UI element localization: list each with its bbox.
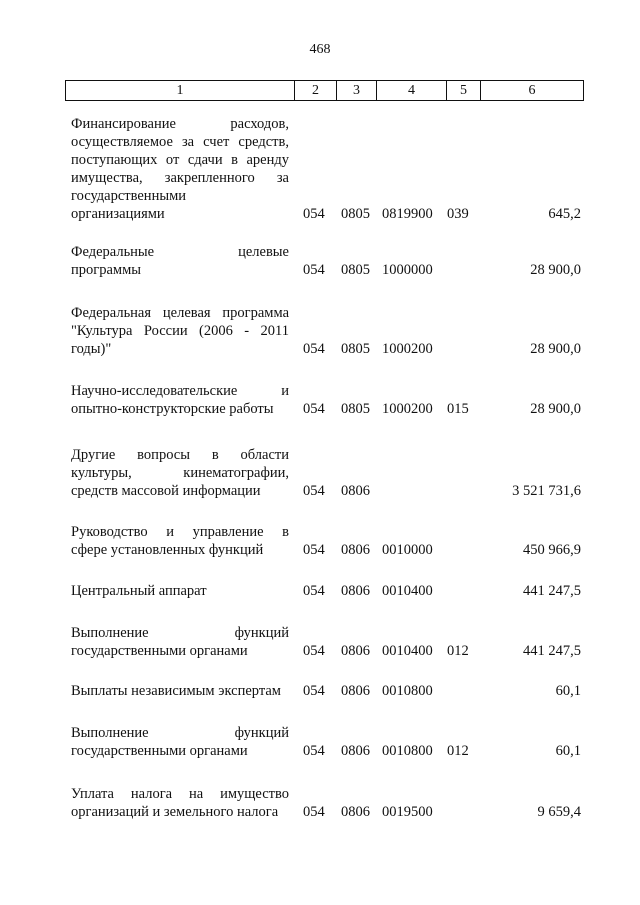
description-line: "Культура России (2006 - 2011	[71, 323, 289, 339]
target-article-code: 0010400	[382, 583, 433, 599]
description-line: Уплата налога на имущество	[71, 786, 289, 802]
gr-code: 054	[303, 341, 325, 357]
gr-code: 054	[303, 583, 325, 599]
header-col-3: 3	[337, 81, 377, 100]
description-line: Выполнение функций	[71, 625, 289, 641]
description-line: Федеральная целевая программа	[71, 305, 289, 321]
expense-type-code: 039	[447, 206, 469, 222]
description-line: государственными органами	[71, 643, 248, 659]
description-line: Финансирование расходов,	[71, 116, 289, 132]
row-description	[71, 304, 289, 358]
description-line: организаций и земельного налога	[71, 804, 279, 820]
description-line: годы)"	[71, 341, 112, 357]
row-description	[71, 382, 289, 418]
target-article-code: 0010800	[382, 743, 433, 759]
header-col-2: 2	[295, 81, 337, 100]
row-description	[71, 682, 289, 700]
header-col-4: 4	[377, 81, 447, 100]
amount: 28 900,0	[530, 401, 581, 417]
row-description	[71, 115, 289, 223]
amount: 9 659,4	[537, 804, 581, 820]
gr-code: 054	[303, 483, 325, 499]
description-line: Федеральные целевые	[71, 244, 289, 260]
target-article-code: 0819900	[382, 206, 433, 222]
description-line: поступающих от сдачи в аренду	[71, 152, 289, 168]
description-line: организациями	[71, 206, 165, 222]
description-line: Руководство и управление в	[71, 524, 289, 540]
description-line: Выполнение функций	[71, 725, 289, 741]
amount: 645,2	[548, 206, 581, 222]
description-line: программы	[71, 262, 141, 278]
page-number: 468	[309, 42, 331, 57]
section-code: 0806	[341, 683, 370, 699]
description-line: сфере установленных функций	[71, 542, 264, 558]
section-code: 0805	[341, 401, 370, 417]
gr-code: 054	[303, 804, 325, 820]
description-line: Центральный аппарат	[71, 583, 207, 599]
row-description	[71, 785, 289, 821]
target-article-code: 1000200	[382, 401, 433, 417]
row-description	[71, 624, 289, 660]
amount: 441 247,5	[523, 583, 581, 599]
row-description	[71, 724, 289, 760]
section-code: 0806	[341, 483, 370, 499]
description-line: государственными	[71, 188, 187, 204]
header-col-5: 5	[447, 81, 481, 100]
gr-code: 054	[303, 262, 325, 278]
amount: 3 521 731,6	[512, 483, 581, 499]
section-code: 0805	[341, 262, 370, 278]
description-line: Другие вопросы в области	[71, 447, 289, 463]
target-article-code: 0010800	[382, 683, 433, 699]
header-col-6: 6	[528, 83, 536, 98]
description-line: средств массовой информации	[71, 483, 261, 499]
gr-code: 054	[303, 401, 325, 417]
amount: 60,1	[555, 743, 581, 759]
gr-code: 054	[303, 643, 325, 659]
gr-code: 054	[303, 743, 325, 759]
amount: 60,1	[555, 683, 581, 699]
target-article-code: 0019500	[382, 804, 433, 820]
expense-type-code: 015	[447, 401, 469, 417]
expense-type-code: 012	[447, 643, 469, 659]
target-article-code: 0010400	[382, 643, 433, 659]
row-description	[71, 523, 289, 559]
amount: 28 900,0	[530, 262, 581, 278]
target-article-code: 1000000	[382, 262, 433, 278]
amount: 450 966,9	[523, 542, 581, 558]
description-line: имущества, закрепленного за	[71, 170, 289, 186]
row-description	[71, 582, 289, 600]
target-article-code: 1000200	[382, 341, 433, 357]
amount: 441 247,5	[523, 643, 581, 659]
expense-type-code: 012	[447, 743, 469, 759]
description-line: культуры, кинематографии,	[71, 465, 289, 481]
section-code: 0806	[341, 583, 370, 599]
description-line: осуществляемое за счет средств,	[71, 134, 289, 150]
description-line: Научно-исследовательские и	[71, 383, 289, 399]
row-description	[71, 243, 289, 279]
row-description	[71, 446, 289, 500]
section-code: 0806	[341, 804, 370, 820]
description-line: государственными органами	[71, 743, 248, 759]
section-code: 0805	[341, 341, 370, 357]
section-code: 0806	[341, 743, 370, 759]
section-code: 0806	[341, 643, 370, 659]
header-col-1: 1	[66, 81, 295, 100]
section-code: 0805	[341, 206, 370, 222]
table-header	[65, 80, 584, 101]
description-line: Выплаты независимым экспертам	[71, 683, 281, 699]
gr-code: 054	[303, 542, 325, 558]
gr-code: 054	[303, 206, 325, 222]
section-code: 0806	[341, 542, 370, 558]
gr-code: 054	[303, 683, 325, 699]
description-line: опытно-конструкторские работы	[71, 401, 274, 417]
target-article-code: 0010000	[382, 542, 433, 558]
amount: 28 900,0	[530, 341, 581, 357]
